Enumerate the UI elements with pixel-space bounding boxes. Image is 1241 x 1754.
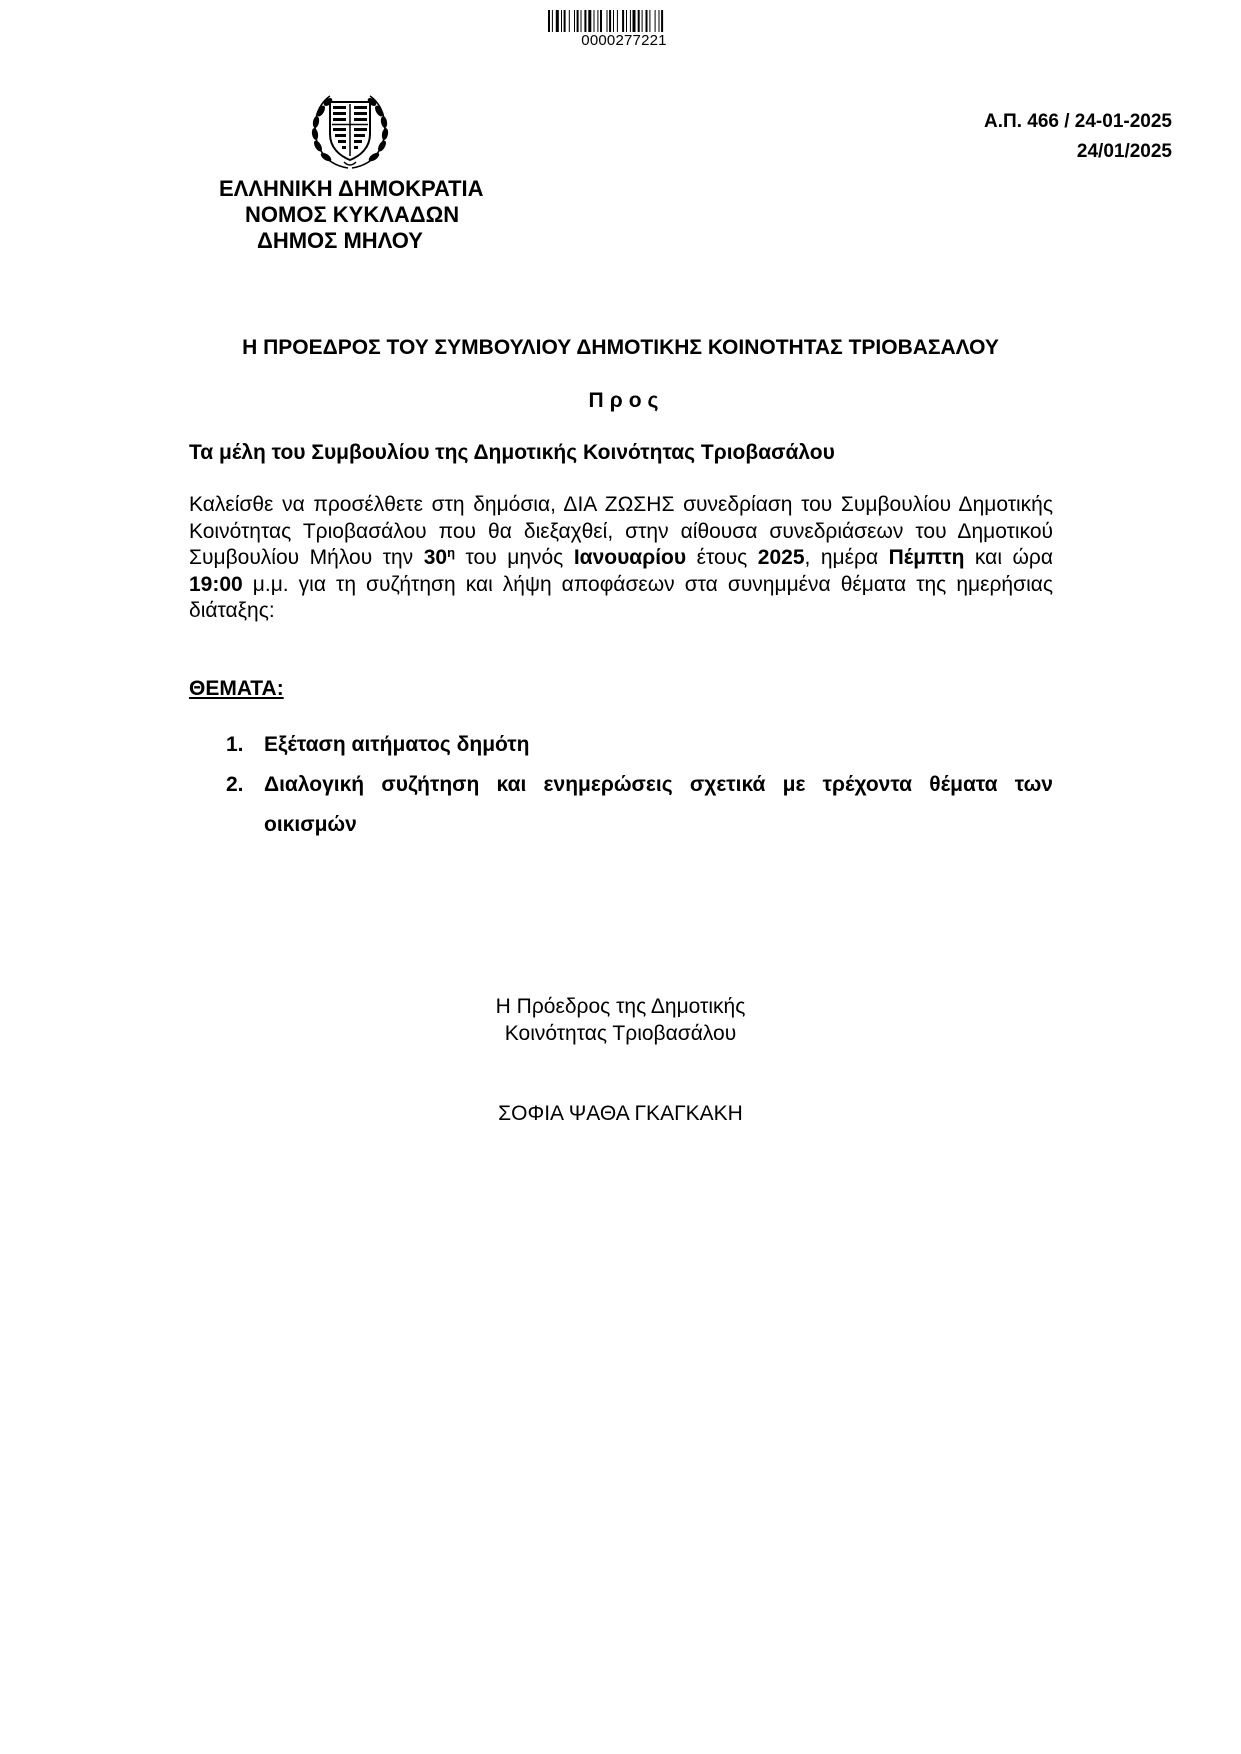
topic-text: Εξέταση αιτήματος δημότη: [264, 733, 530, 756]
topic-number: 1.: [226, 733, 244, 756]
document-date: 24/01/2025: [1076, 141, 1172, 162]
barcode: [548, 10, 700, 32]
recipients-line: Τα μέλη του Συμβουλίου της Δημοτικής Κοινότητας Τριοβασάλου: [189, 441, 835, 464]
protocol-block: [984, 107, 1172, 167]
issuer-line-municipality: ΔΗΜΟΣ ΜΗΛΟΥ: [257, 228, 423, 253]
to-label: Προς: [588, 389, 665, 412]
meeting-year: 2025: [757, 546, 805, 569]
hellenic-republic-emblem-icon: [308, 88, 394, 174]
body-text-part: και ώρα: [964, 546, 1053, 569]
body-text-part: έτους: [686, 546, 758, 569]
topics-heading: ΘΕΜΑΤΑ:: [189, 677, 284, 700]
issuer-line-prefecture: ΝΟΜΟΣ ΚΥΚΛΑΔΩΝ: [245, 202, 460, 227]
issuer-line-country: ΕΛΛΗΝΙΚΗ ΔΗΜΟΚΡΑΤΙΑ: [219, 176, 484, 201]
topic-text: Διαλογική συζήτηση και ενημερώσεις σχετικά με τρέχοντα θέματα των οικισμών: [264, 773, 1053, 836]
meeting-month: Ιανουαρίου: [573, 546, 687, 569]
body-text-part: του μηνός: [455, 546, 574, 569]
meeting-day: 30: [423, 546, 448, 569]
protocol-number: Α.Π. 466 / 24-01-2025: [983, 111, 1172, 132]
signature-role-line-1: Η Πρόεδρος της Δημοτικής: [495, 995, 746, 1018]
barcode-number: 0000277221: [581, 32, 667, 49]
body-text-part: Καλείσθε να προσέλθετε στη δημόσια, ΔΙΑ ΖΩΣΗΣ συνεδρίαση του Συμβουλίου Δημοτικής Κοινότητας Τριοβασάλου που θα διεξαχθεί, στην αίθουσα συνεδριάσεων του Δημοτικού Συμβουλίου Μήλου την: [189, 493, 1053, 569]
meeting-time: 19:00: [189, 572, 243, 596]
meeting-day-suffix: η: [447, 545, 456, 560]
signature-role-line-2: Κοινότητας Τριοβασάλου: [504, 1022, 737, 1045]
topic-number: 2.: [226, 773, 244, 796]
invitation-paragraph: [189, 492, 1053, 625]
meeting-weekday: Πέμπτη: [888, 546, 965, 569]
signature-name: ΣΟΦΙΑ ΨΑΘΑ ΓΚΑΓΚΑΚΗ: [498, 1102, 743, 1125]
body-text-part: , ημέρα: [804, 546, 889, 569]
body-text-part: μ.μ. για τη συζήτηση και λήψη αποφάσεων στα συνημμένα θέματα της ημερήσιας διάταξης:: [189, 572, 1053, 622]
document-title: Η ΠΡΟΕΔΡΟΣ ΤΟΥ ΣΥΜΒΟΥΛΙΟΥ ΔΗΜΟΤΙΚΗΣ ΚΟΙΝΟΤΗΤΑΣ ΤΡΙΟΒΑΣΑΛΟΥ: [242, 336, 999, 359]
